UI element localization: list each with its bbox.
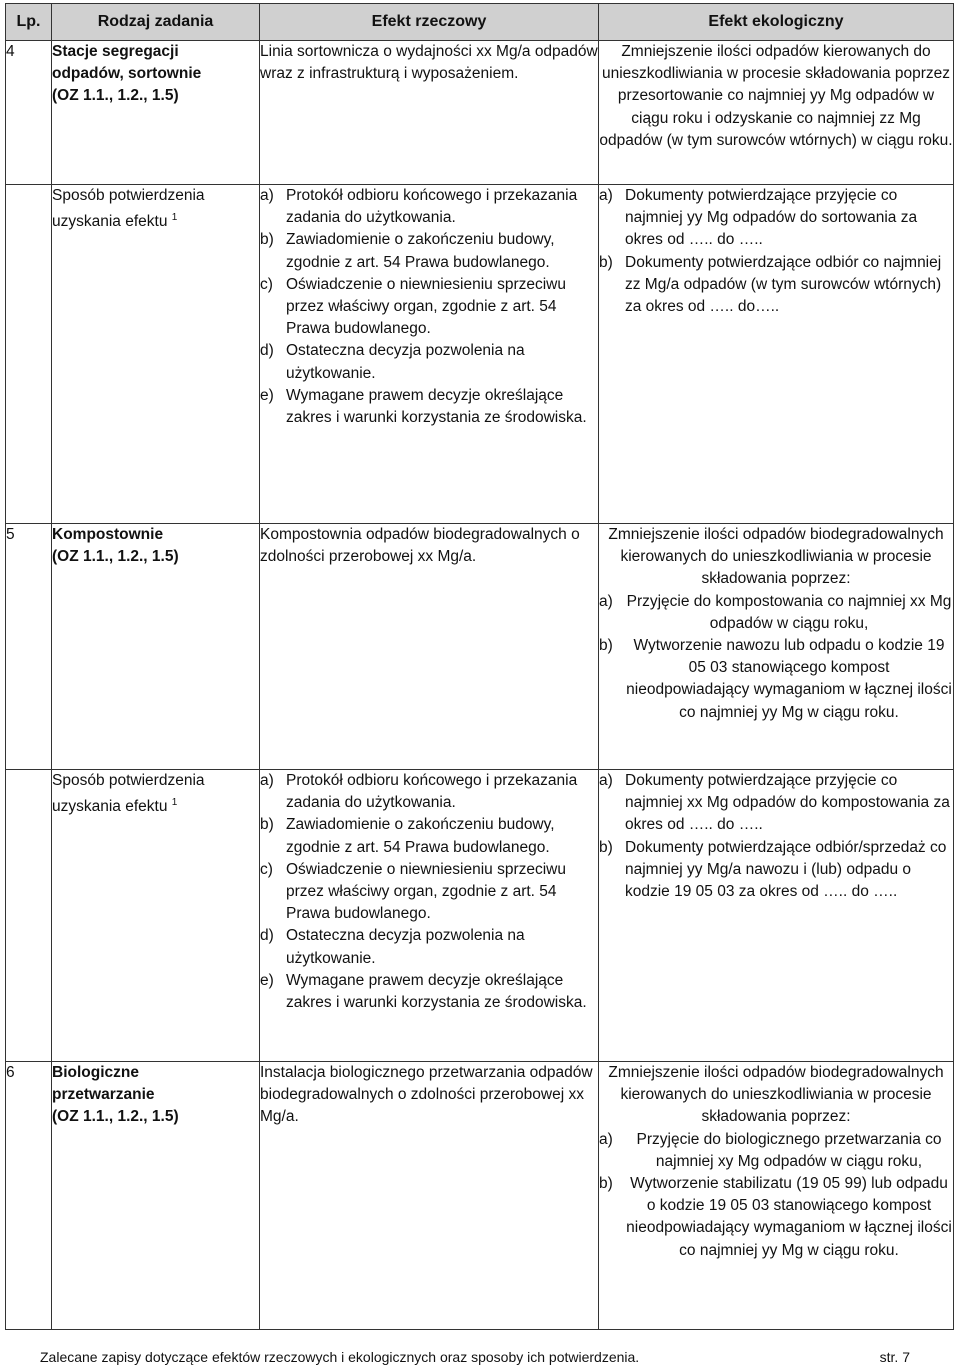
table-row [6, 185, 954, 524]
row-number [6, 185, 52, 524]
material-effect [260, 185, 599, 524]
page-footer [40, 1349, 910, 1365]
header-lp: Lp. [6, 4, 52, 41]
confirmation-list [260, 770, 598, 1014]
task-type-line: uzyskania efektu [52, 798, 168, 816]
list-item: a) Przyjęcie do kompostowania co najmniej xx Mg odpadów w ciągu roku, [599, 592, 952, 632]
task-type [52, 41, 260, 185]
task-type-line: (OZ 1.1., 1.2., 1.5) [52, 1108, 179, 1126]
material-effect [260, 770, 599, 1062]
list-item: a) Dokumenty potwierdzające przyjęcie co najmniej yy Mg odpadów do sortowania za okres od ….. do ….. [599, 187, 918, 249]
eco-effect: Zmniejszenie ilości odpadów kierowanych do unieszkodliwiania w procesie składowania poprzez przesortowanie co najmniej yy Mg odpadów w ciągu roku i odzyskanie co najmniej zz Mg odpadów (w tym surowców wtórnych) w ciągu roku. [599, 41, 954, 185]
header-eco: Efekt ekologiczny [599, 4, 954, 41]
row-number: 4 [6, 41, 52, 185]
list-item: a) Protokół odbioru końcowego i przekazania zadania do użytkowania. [260, 772, 578, 812]
list-item: a) Protokół odbioru końcowego i przekazania zadania do użytkowania. [260, 187, 578, 227]
material-effect: Linia sortownicza o wydajności xx Mg/a odpadów wraz z infrastrukturą i wyposażeniem. [260, 41, 599, 185]
row-number [6, 770, 52, 1062]
eco-effect [599, 1062, 954, 1330]
task-type-line: uzyskania efektu [52, 213, 168, 231]
table-header-row [6, 4, 954, 41]
table-row [6, 770, 954, 1062]
footer-text: Zalecane zapisy dotyczące efektów rzeczowych i ekologicznych oraz sposoby ich potwierdzenia. [40, 1349, 640, 1365]
list-item: e) Wymagane prawem decyzje określające zakres i warunki korzystania ze środowiska. [260, 971, 587, 1012]
list-item: d) Ostateczna decyzja pozwolenia na użytkowanie. [260, 342, 525, 382]
list-item: a) Przyjęcie do biologicznego przetwarzania co najmniej xy Mg odpadów w ciągu roku, [599, 1130, 942, 1170]
list-item: b) Wytworzenie nawozu lub odpadu o kodzie 19 05 03 stanowiącego kompost nieodpowiadający wymaganiom w łącznej ilości co najmniej yy Mg w ciągu roku. [599, 637, 952, 721]
eco-effect [599, 185, 954, 524]
task-type-line: Kompostownie [52, 526, 164, 543]
confirmation-list [599, 185, 953, 318]
footnote-marker: 1 [171, 212, 178, 224]
task-type-line: (OZ 1.1., 1.2., 1.5) [52, 548, 179, 566]
eco-intro: Zmniejszenie ilości odpadów biodegradowalnych kierowanych do unieszkodliwiania w procesie składowania poprzez: [608, 1064, 944, 1126]
eco-list [599, 1129, 953, 1262]
eco-effect [599, 524, 954, 770]
list-item: b) Wytworzenie stabilizatu (19 05 99) lub odpadu o kodzie 19 05 03 stanowiącego kompost nieodpowiadający wymaganiom w łącznej ilości co najmniej yy Mg w ciągu roku. [599, 1175, 952, 1259]
table-row [6, 41, 954, 185]
table-row [6, 524, 954, 770]
header-effect: Efekt rzeczowy [260, 4, 599, 41]
effects-table [5, 3, 954, 1330]
eco-list [599, 591, 953, 724]
task-type-line: Sposób potwierdzenia [52, 187, 205, 204]
list-item: d) Ostateczna decyzja pozwolenia na użytkowanie. [260, 927, 525, 967]
table-row [6, 1062, 954, 1330]
list-item: c) Oświadczenie o niewniesieniu sprzeciwu przez właściwy organ, zgodnie z art. 54 Prawa budowlanego. [260, 860, 566, 923]
material-effect: Kompostownia odpadów biodegradowalnych o zdolności przerobowej xx Mg/a. [260, 524, 599, 770]
list-item: b) Zawiadomienie o zakończeniu budowy, zgodnie z art. 54 Prawa budowlanego. [260, 816, 555, 856]
task-type-line: Sposób potwierdzenia [52, 772, 205, 789]
row-number: 5 [6, 524, 52, 770]
task-type [52, 185, 260, 524]
eco-intro: Zmniejszenie ilości odpadów biodegradowalnych kierowanych do unieszkodliwiania w procesie składowania poprzez: [608, 526, 944, 588]
row-number: 6 [6, 1062, 52, 1330]
task-type-line: Stacje segregacji [52, 43, 179, 60]
task-type [52, 1062, 260, 1330]
confirmation-list [599, 770, 953, 903]
list-item: b) Dokumenty potwierdzające odbiór/sprzedaż co najmniej yy Mg/a nawozu i (lub) odpadu o kodzie 19 05 03 za okres od ….. do ….. [599, 838, 947, 901]
task-type-line: (OZ 1.1., 1.2., 1.5) [52, 87, 179, 105]
eco-effect [599, 770, 954, 1062]
list-item: c) Oświadczenie o niewniesieniu sprzeciwu przez właściwy organ, zgodnie z art. 54 Prawa budowlanego. [260, 275, 566, 338]
list-item: b) Zawiadomienie o zakończeniu budowy, zgodnie z art. 54 Prawa budowlanego. [260, 231, 555, 271]
task-type [52, 770, 260, 1062]
footnote-marker: 1 [171, 797, 178, 809]
confirmation-list [260, 185, 598, 429]
material-effect: Instalacja biologicznego przetwarzania odpadów biodegradowalnych o zdolności przerobowej xx Mg/a. [260, 1062, 599, 1330]
list-item: b) Dokumenty potwierdzające odbiór co najmniej zz Mg/a odpadów (w tym surowców wtórnych) za okres od ….. do….. [599, 253, 942, 316]
list-item: a) Dokumenty potwierdzające przyjęcie co najmniej xx Mg odpadów do kompostowania za okres od ….. do ….. [599, 772, 950, 834]
task-type-line: przetwarzanie [52, 1086, 155, 1104]
list-item: e) Wymagane prawem decyzje określające zakres i warunki korzystania ze środowiska. [260, 386, 587, 427]
task-type-line: odpadów, sortownie [52, 65, 202, 83]
page-number: str. 7 [879, 1349, 910, 1365]
task-type-line: Biologiczne [52, 1064, 139, 1081]
task-type [52, 524, 260, 770]
header-type: Rodzaj zadania [52, 4, 260, 41]
